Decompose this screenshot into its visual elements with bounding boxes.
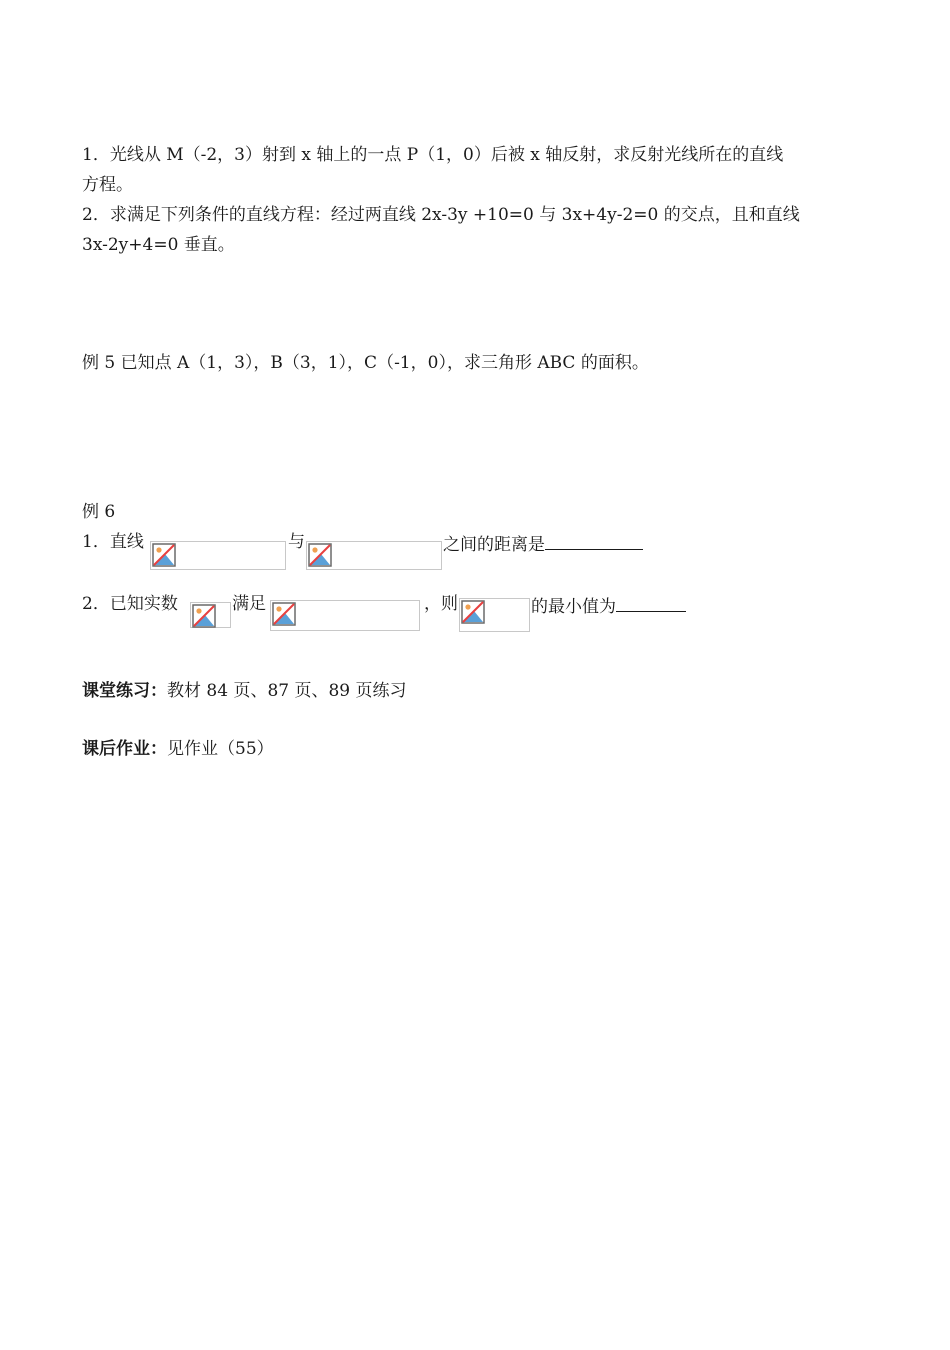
broken-image-icon: [151, 542, 177, 568]
homework-text: 见作业（55）: [167, 739, 274, 759]
problem-2-line-1: 2．求满足下列条件的直线方程：经过两直线 2x-3y +10=0 与 3x+4y-2=0 的交点，且和直线: [82, 205, 800, 225]
example-6-q1-suffix: [443, 531, 643, 556]
example-6-heading: 例 6: [82, 502, 116, 522]
homework-label: 课后作业：: [82, 739, 167, 759]
example-6-q2-mid1: 满足: [232, 594, 266, 614]
problem-1-line-1: 1．光线从 M（-2，3）射到 x 轴上的一点 P（1，0）后被 x 轴反射，求反射光线所在的直线: [82, 145, 784, 165]
classwork-label: 课堂练习：: [82, 681, 167, 701]
formula-image-line-1: [150, 541, 286, 570]
formula-image-condition: [270, 600, 420, 631]
broken-image-icon: [191, 603, 217, 629]
classwork-line: [82, 680, 407, 702]
answer-blank-1[interactable]: [545, 531, 643, 550]
problem-1-line-2: 方程。: [82, 175, 133, 195]
classwork-text: 教材 84 页、87 页、89 页练习: [167, 681, 407, 701]
example-6-q1-prefix: 1．直线: [82, 532, 144, 552]
formula-image-xy: [190, 602, 231, 628]
formula-image-line-2: [306, 541, 442, 570]
q1-suffix-text: 之间的距离是: [443, 535, 545, 555]
example-5-text: 例 5 已知点 A（1，3），B（3，1），C（-1，0），求三角形 ABC 的面积。: [82, 353, 649, 373]
broken-image-icon: [460, 599, 486, 625]
problem-2-line-2: 3x-2y+4=0 垂直。: [82, 235, 235, 255]
homework-line: [82, 738, 274, 760]
answer-blank-2[interactable]: [616, 593, 686, 612]
example-6-q2-suffix: [531, 593, 686, 618]
example-6-q1-mid: 与: [288, 532, 305, 552]
q2-suffix-text: 的最小值为: [531, 597, 616, 617]
broken-image-icon: [271, 601, 297, 627]
formula-image-expression: [459, 598, 530, 632]
broken-image-icon: [307, 542, 333, 568]
example-6-q2-mid2: ，则: [424, 594, 458, 614]
example-6-q2-prefix: 2．已知实数: [82, 594, 178, 614]
